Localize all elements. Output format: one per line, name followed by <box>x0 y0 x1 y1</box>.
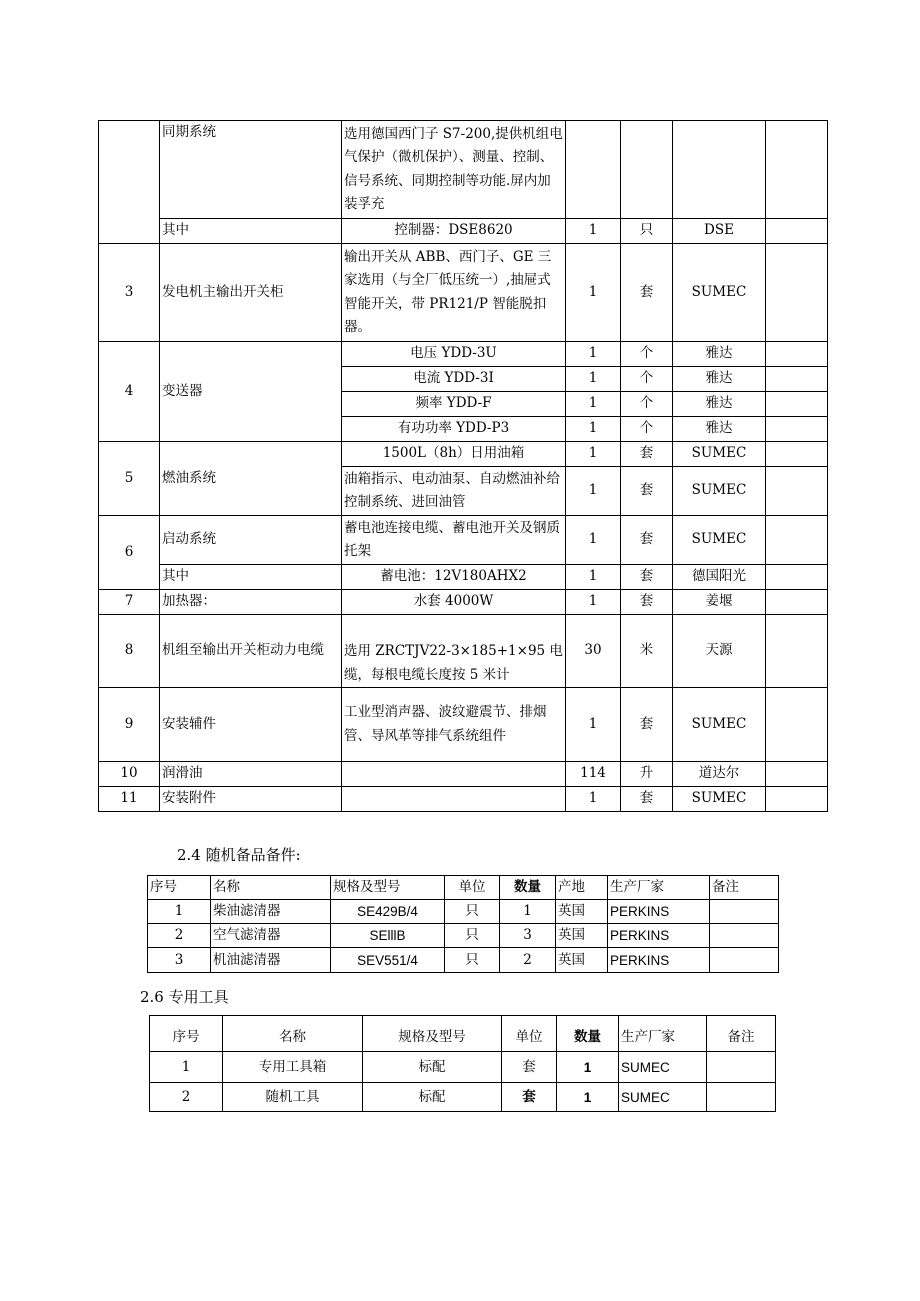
qty-cell: 1 <box>566 787 621 812</box>
unit-cell: 套 <box>621 442 673 467</box>
qty-cell: 1 <box>566 590 621 615</box>
spec-cell: 选用德国西门子 S7-200,提供机组电气保护（微机保护）、测量、控制、信号系统、同期控制等功能.屏内加装孚充 <box>342 121 566 219</box>
note-cell <box>707 1052 776 1083</box>
header-maker: 生产厂家 <box>619 1016 707 1052</box>
table-row <box>99 615 828 688</box>
maker-cell: SUMEC <box>673 442 766 467</box>
table-row <box>99 219 828 244</box>
note-cell <box>766 392 828 417</box>
name-cell: 其中 <box>160 565 342 590</box>
name-cell: 空气滤清器 <box>211 924 331 948</box>
table-header-row <box>148 876 779 900</box>
maker-cell: PERKINS <box>608 924 710 948</box>
unit-cell: 个 <box>621 342 673 367</box>
spares-table <box>147 875 779 973</box>
seq-cell: 2 <box>148 924 211 948</box>
header-note: 备注 <box>707 1016 776 1052</box>
name-cell: 柴油滤清器 <box>211 900 331 924</box>
qty-cell: 3 <box>500 924 556 948</box>
unit-cell: 升 <box>621 762 673 787</box>
table-row <box>99 342 828 367</box>
name-cell: 润滑油 <box>160 762 342 787</box>
name-cell: 专用工具箱 <box>223 1052 363 1083</box>
unit-cell: 个 <box>621 417 673 442</box>
seq-cell: 1 <box>150 1052 223 1083</box>
spec-cell: 频率 YDD-F <box>342 392 566 417</box>
table-row <box>148 924 779 948</box>
qty-cell: 1 <box>500 900 556 924</box>
note-cell <box>766 615 828 688</box>
maker-cell: PERKINS <box>608 900 710 924</box>
seq-cell: 11 <box>99 787 160 812</box>
spec-cell: 标配 <box>363 1083 502 1112</box>
unit-cell: 套 <box>621 244 673 342</box>
table-row <box>99 565 828 590</box>
name-cell: 机油滤清器 <box>211 948 331 973</box>
unit-cell: 套 <box>621 688 673 762</box>
name-cell: 燃油系统 <box>160 442 342 516</box>
seq-cell: 9 <box>99 688 160 762</box>
maker-cell: DSE <box>673 219 766 244</box>
maker-cell: 天源 <box>673 615 766 688</box>
tools-table <box>149 1015 776 1112</box>
spec-cell: 电流 YDD-3I <box>342 367 566 392</box>
seq-cell: 8 <box>99 615 160 688</box>
qty-cell: 1 <box>557 1083 619 1112</box>
unit-cell: 套 <box>621 787 673 812</box>
unit-cell: 套 <box>502 1083 557 1112</box>
note-cell <box>766 787 828 812</box>
header-seq: 序号 <box>150 1016 223 1052</box>
header-unit: 单位 <box>502 1016 557 1052</box>
qty-cell: 1 <box>566 244 621 342</box>
table-row <box>99 516 828 565</box>
header-maker: 生产厂家 <box>608 876 710 900</box>
spec-cell: 控制器：DSE8620 <box>342 219 566 244</box>
spec-cell: 蓄电池连接电缆、蓄电池开关及钢质托架 <box>342 516 566 565</box>
table-row <box>99 787 828 812</box>
qty-cell: 1 <box>566 442 621 467</box>
spec-cell: 选用 ZRCTJV22-3×185+1×95 电缆，每根电缆长度按 5 米计 <box>342 615 566 688</box>
spec-cell <box>342 787 566 812</box>
unit-cell: 套 <box>621 565 673 590</box>
maker-cell: 德国阳光 <box>673 565 766 590</box>
maker-cell: SUMEC <box>673 516 766 565</box>
table-row <box>99 688 828 762</box>
table-row <box>150 1083 776 1112</box>
note-cell <box>766 367 828 392</box>
seq-cell: 7 <box>99 590 160 615</box>
seq-cell: 4 <box>99 342 160 442</box>
spec-cell: SE429B/4 <box>331 900 445 924</box>
unit-cell: 只 <box>445 900 500 924</box>
qty-cell: 30 <box>566 615 621 688</box>
header-name: 名称 <box>223 1016 363 1052</box>
qty-cell: 1 <box>566 688 621 762</box>
note-cell <box>766 516 828 565</box>
equipment-table <box>98 120 828 812</box>
qty-cell: 1 <box>566 342 621 367</box>
header-origin: 产地 <box>556 876 608 900</box>
name-cell: 启动系统 <box>160 516 342 565</box>
maker-cell: PERKINS <box>608 948 710 973</box>
spec-cell: 1500L（8h）日用油箱 <box>342 442 566 467</box>
name-cell: 变送器 <box>160 342 342 442</box>
unit-cell: 套 <box>621 516 673 565</box>
table-row <box>99 121 828 219</box>
header-seq: 序号 <box>148 876 211 900</box>
maker-cell: 雅达 <box>673 392 766 417</box>
name-cell: 安装附件 <box>160 787 342 812</box>
note-cell <box>710 900 779 924</box>
unit-cell: 只 <box>445 924 500 948</box>
unit-cell: 个 <box>621 392 673 417</box>
name-cell: 加热器： <box>160 590 342 615</box>
section-heading-spares: 2.4 随机备品备件: <box>177 846 301 864</box>
seq-cell: 3 <box>99 244 160 342</box>
spec-cell: 输出开关从 ABB、西门子、GE 三家选用（与全厂低压统一）,抽屉式智能开关，带 PR121/P 智能脱扣器。 <box>342 244 566 342</box>
qty-cell: 1 <box>566 467 621 516</box>
name-cell: 随机工具 <box>223 1083 363 1112</box>
seq-cell: 2 <box>150 1083 223 1112</box>
maker-cell: SUMEC <box>673 688 766 762</box>
note-cell <box>707 1083 776 1112</box>
spec-cell: 蓄电池：12V180AHX2 <box>342 565 566 590</box>
note-cell <box>766 244 828 342</box>
maker-cell <box>673 121 766 219</box>
header-spec: 规格及型号 <box>363 1016 502 1052</box>
qty-cell: 1 <box>566 417 621 442</box>
header-note: 备注 <box>710 876 779 900</box>
table-row <box>99 442 828 467</box>
unit-cell: 套 <box>502 1052 557 1083</box>
maker-cell: 道达尔 <box>673 762 766 787</box>
seq-cell: 1 <box>148 900 211 924</box>
maker-cell: 姜堰 <box>673 590 766 615</box>
note-cell <box>766 121 828 219</box>
table-header-row <box>150 1016 776 1052</box>
origin-cell: 英国 <box>556 948 608 973</box>
spec-cell: 有功功率 YDD-P3 <box>342 417 566 442</box>
qty-cell <box>566 121 621 219</box>
unit-cell: 米 <box>621 615 673 688</box>
qty-cell: 114 <box>566 762 621 787</box>
maker-cell: SUMEC <box>619 1052 707 1083</box>
maker-cell: 雅达 <box>673 417 766 442</box>
header-qty: 数量 <box>500 876 556 900</box>
spec-cell: 工业型消声器、波纹避震节、排烟管、导风革等排气系统组件 <box>342 688 566 762</box>
table-row <box>150 1052 776 1083</box>
header-unit: 单位 <box>445 876 500 900</box>
qty-cell: 1 <box>566 219 621 244</box>
header-name: 名称 <box>211 876 331 900</box>
note-cell <box>766 565 828 590</box>
seq-cell: 10 <box>99 762 160 787</box>
unit-cell: 套 <box>621 467 673 516</box>
maker-cell: SUMEC <box>673 244 766 342</box>
spec-cell: 油箱指示、电动油泵、自动燃油补给控制系统、进回油管 <box>342 467 566 516</box>
name-cell: 发电机主输出开关柜 <box>160 244 342 342</box>
origin-cell: 英国 <box>556 924 608 948</box>
maker-cell: SUMEC <box>673 787 766 812</box>
qty-cell: 1 <box>566 565 621 590</box>
header-spec: 规格及型号 <box>331 876 445 900</box>
section-heading-tools: 2.6 专用工具 <box>140 988 229 1006</box>
seq-cell: 3 <box>148 948 211 973</box>
unit-cell <box>621 121 673 219</box>
note-cell <box>766 417 828 442</box>
spec-cell: 水套 4000W <box>342 590 566 615</box>
name-cell: 机组至输出开关柜动力电缆 <box>160 615 342 688</box>
unit-cell: 只 <box>445 948 500 973</box>
table-row <box>99 762 828 787</box>
note-cell <box>766 688 828 762</box>
seq-cell: 6 <box>99 516 160 590</box>
note-cell <box>766 590 828 615</box>
maker-cell: SUMEC <box>673 467 766 516</box>
note-cell <box>710 924 779 948</box>
name-cell: 同期系统 <box>160 121 342 219</box>
qty-cell: 1 <box>566 367 621 392</box>
note-cell <box>766 762 828 787</box>
seq-cell <box>99 121 160 244</box>
qty-cell: 1 <box>557 1052 619 1083</box>
origin-cell: 英国 <box>556 900 608 924</box>
table-row <box>148 948 779 973</box>
note-cell <box>766 342 828 367</box>
note-cell <box>766 442 828 467</box>
table-row <box>99 244 828 342</box>
header-qty: 数量 <box>557 1016 619 1052</box>
note-cell <box>710 948 779 973</box>
note-cell <box>766 219 828 244</box>
maker-cell: 雅达 <box>673 342 766 367</box>
table-row <box>99 590 828 615</box>
spec-cell: SElllB <box>331 924 445 948</box>
maker-cell: 雅达 <box>673 367 766 392</box>
spec-cell: SEV551/4 <box>331 948 445 973</box>
spec-cell: 标配 <box>363 1052 502 1083</box>
unit-cell: 只 <box>621 219 673 244</box>
seq-cell: 5 <box>99 442 160 516</box>
spec-cell: 电压 YDD-3U <box>342 342 566 367</box>
spec-cell <box>342 762 566 787</box>
maker-cell: SUMEC <box>619 1083 707 1112</box>
unit-cell: 个 <box>621 367 673 392</box>
table-row <box>148 900 779 924</box>
qty-cell: 2 <box>500 948 556 973</box>
name-cell: 其中 <box>160 219 342 244</box>
name-cell: 安装辅件 <box>160 688 342 762</box>
qty-cell: 1 <box>566 392 621 417</box>
unit-cell: 套 <box>621 590 673 615</box>
note-cell <box>766 467 828 516</box>
qty-cell: 1 <box>566 516 621 565</box>
